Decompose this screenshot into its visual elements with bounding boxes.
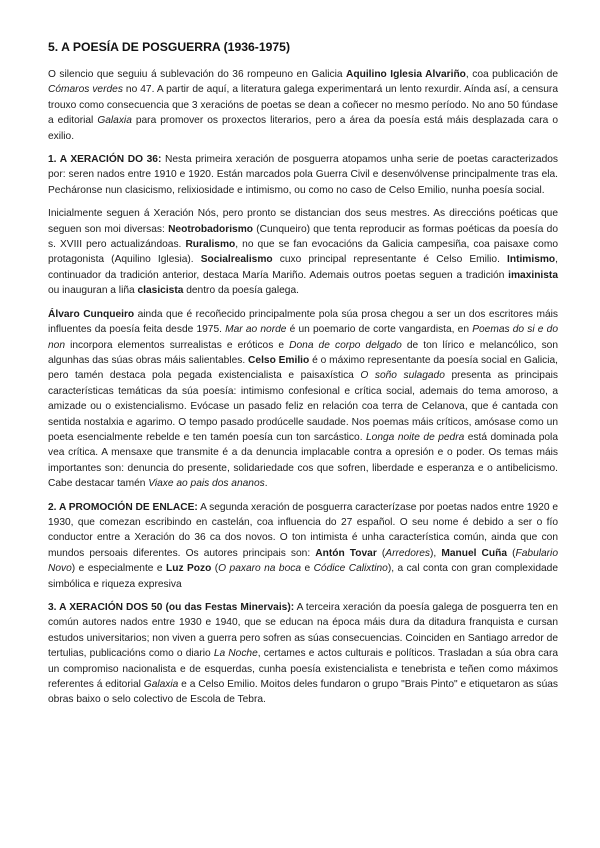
bold-term: clasicista [137,285,184,297]
work-title: Fabulario Novo [48,547,558,575]
work-title: Arredores [385,547,431,559]
bold-term: Manuel Cuña [441,547,508,559]
text-run: , coa publicación de [465,69,558,80]
bold-term: Álvaro Cunqueiro [48,308,135,320]
section-1-directions-paragraph [48,206,558,298]
text-run: ( [376,547,386,559]
bold-term: Aquilino Iglesia Alvariño [346,69,466,80]
bold-term: Celso Emilio [248,354,310,366]
work-title: Viaxe ao pais dos ananos [148,478,265,490]
text-run: ou inauguran a liña [48,285,138,297]
bold-term: 3. A XERACIÓN DOS 50 (ou das Festas Minervais): [48,602,295,613]
text-run: (Cunqueiro) que tenta reproducir as formas poéticas da poesía do s. XVIII pero actualizándoas. [48,223,558,251]
work-title: Cómaros verdes [48,84,123,96]
text-run: está dominada pola vea crítica. A mensaxe que transmite é a da denuncia implacable contra a opresión e o poder. Os temas máis importantes son: denuncia do presente, solidariedade cos que sofren, liberdade e esperanza e o antibelicismo. Cabe destacar tamén [48,431,558,490]
work-title: La Noche [213,648,258,660]
text-run: Inicialmente seguen á Xeración Nós, pero pronto se distancian dos seus mestres. As direccións poéticas que seguen son moi diversas: [48,208,558,235]
bold-term: imaxinista [508,269,558,281]
text-run: cuxo principal representante é Celso Emilio. [272,254,508,266]
text-run: , no que se fan evocacións da Galicia campesiña, coa paisaxe como protagonista (Aquilino Iglesia). [48,239,558,266]
work-title: Poemas do si e do non [48,324,558,351]
section-3-paragraph [48,600,558,708]
text-run: Nesta primeira xeración de posguerra atopamos unha serie de poetas caracterizados por: seren nados entre 1910 e 1920. Están marcados pola Guerra Civil e desenvólvense principalmente tras ela. Pecháronse nun clasicismo, relixiosidade e intimismo, ou como no caso de Celso Emilio, nunha poesía social. [48,154,559,196]
work-title: O paxaro na boca [218,563,302,575]
bold-term: Neotrobadorismo [168,223,253,235]
bold-term: 2. A PROMOCIÓN DE ENLACE: [48,501,198,513]
work-title: Galaxia [143,679,179,691]
work-title: Longa noite de pedra [366,431,465,443]
work-title: Galaxia [97,115,132,127]
bold-term: Ruralismo [185,239,236,251]
text-run: ) e especialmente e [71,563,166,575]
text-run: e a Celso Emilio. Moitos deles fundaron o grupo "Brais Pinto" e etiquetaron as súas obras baixo o selo colectivo de Escola de Tebra. [48,679,558,706]
text-run: dentro da poesía galega. [183,285,299,297]
text-run: ( [507,547,516,559]
bold-term: Luz Pozo [166,563,212,575]
bold-term: Antón Tovar [315,547,377,559]
text-run: para promover os proxectos literarios, pero a área da poesía está máis desplazada cara o exilio. [48,115,558,142]
work-title: Dona de corpo delgado [289,339,402,351]
text-run: A terceira xeración da poesía galega de posguerra ten en común autores nados entre 1930 e 1940, que se educan na época máis dura da ditadura franquista e cursan estudos universitarios; non viven a guerra pero sofren as súas consecuencias. Coinciden en Santiago arredor de tertulias, publicacións como o diario [48,602,558,660]
text-run: de ton lírico e melancólico, son algunhas das súas obras máis salientables. [48,339,558,366]
text-run: , continuador da tradición anterior, destaca María Mariño. Ademais outros poetas seguen a tradición [48,254,558,281]
text-run: incorpora elementos surrealistas e eróticos e [65,339,290,351]
page-title: 5. A POESÍA DE POSGUERRA (1936-1975) [48,40,291,54]
text-run: . [264,478,268,490]
text-run: O silencio que seguiu á sublevación do 36 rompeuno en Galicia [48,69,347,80]
text-run: é o máximo representante da poesía social en Galicia, pero tamén destaca pola pegada existencialista e paisaxística [48,354,559,382]
section-1-paragraph [48,152,558,198]
bold-term: Socialrealismo [200,254,273,266]
text-run: ), [430,547,442,559]
intro-paragraph [48,67,558,144]
text-run: ainda que é recoñecido principalmente pola súa prosa chegou a ser un dos escritores máis influentes da poesía feita desde 1975. [48,308,558,336]
bold-term: Intimismo [507,254,556,266]
text-run: presenta as principais características temáticas da súa poesía: intimismo confesional e crítica social, ademais do tema amoroso, a amizade ou o existencialismo. Evócase un pasado feliz en relación coa terra de Celanova, que é cantada con sentida nostalxia e agarimo. O tempo pasado prodúcelle saudade. Nos poemas máis críticos, amósase como un poeta esencialmente rebelde e ten tamén poesía cun ton sarcástico. [48,370,558,443]
text-run: , certames e actos culturais e políticos. Trasladan a súa obra cara un compromiso nacionalista e de esquerdas, cunha poesía existencialista e tenebrista e teñen como máximos referentes á editorial [48,648,558,691]
work-title: Mar ao norde [225,324,287,336]
text-run: no 47. A partir de aquí, a literatura galega experimentará un lento rexurdir. Aínda así, a censura trouxo como consecuencia que 3 xeracións de poetas se dean a coñecer no mesmo período. No ano 50 fúndase a editorial [48,84,558,127]
text-run: é un poemario de corte vangardista, en [286,324,473,336]
text-run: e [301,563,314,575]
text-run: ( [211,563,219,575]
section-1-authors-paragraph [48,307,558,492]
text-run: ), a cal conta con gran complexidade simbólica e riqueza expresiva [48,563,558,590]
work-title: O soño sulagado [360,370,445,382]
text-run: A segunda xeración de posguerra caracterízase por poetas nados entre 1920 e 1930, que comezan escribindo en castelán, coa influencia do 27 español. O seu nome é debido a ser o fío conductor entre a Xeración do 36 ca dos novos. O ton intimista é unha característica común, ainda que con mundos persoais diferentes. Os autores principais son: [48,501,559,559]
bold-term: 1. A XERACIÓN DO 36: [48,154,162,166]
section-2-paragraph [48,500,558,592]
work-title: Códice Calixtino [313,563,388,575]
